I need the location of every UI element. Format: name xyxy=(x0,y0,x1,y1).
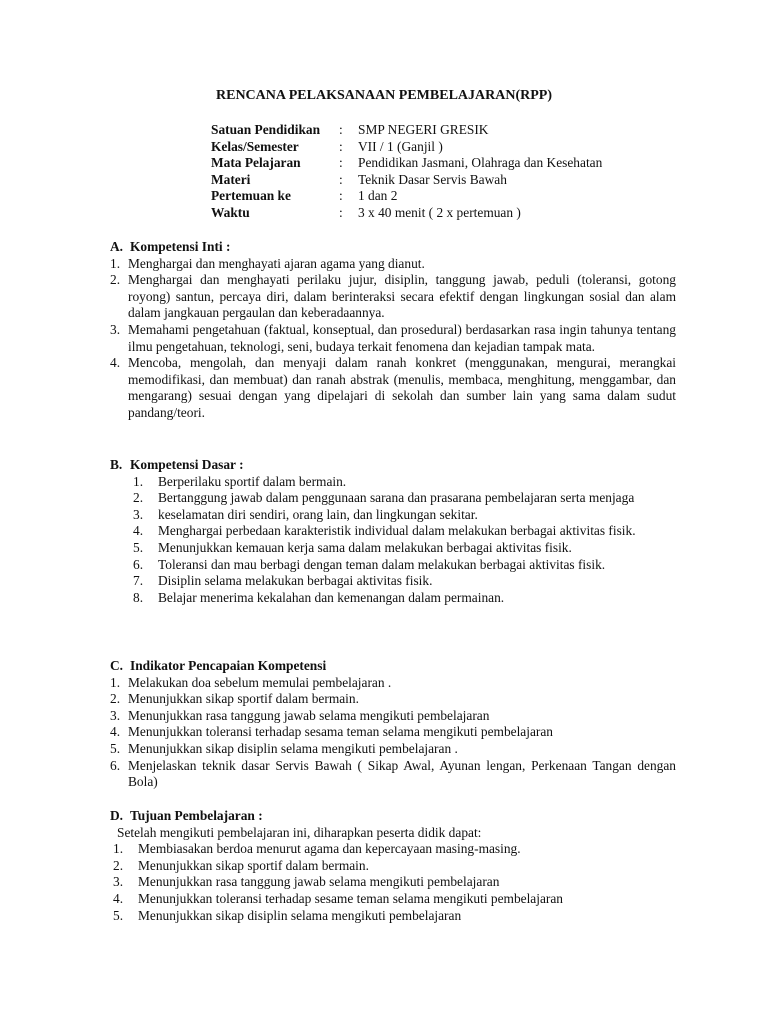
identity-value: Pendidikan Jasmani, Olahraga dan Kesehatan xyxy=(358,155,603,171)
identity-row xyxy=(211,205,602,222)
item-text: Menunjukkan sikap disiplin selama mengikuti pembelajaran xyxy=(138,907,462,923)
identity-row xyxy=(211,122,602,139)
item-text: keselamatan diri sendiri, orang lain, dan lingkungan sekitar. xyxy=(158,506,478,522)
item-number: 5. xyxy=(133,539,144,555)
identity-sep: : xyxy=(339,188,343,204)
identity-table xyxy=(211,122,602,222)
section-indikator xyxy=(110,658,676,791)
identity-row xyxy=(211,172,602,189)
item-text: Memahami pengetahuan (faktual, konseptual, dan prosedural) berdasarkan rasa ingin tahunya tentang ilmu pengetahuan, teknologi, seni, budaya terkait fenomena dan kejadian tampak mata. xyxy=(128,321,676,354)
identity-key: Kelas/Semester xyxy=(211,138,299,154)
item-text: Membiasakan berdoa menurut agama dan kepercayaan masing-masing. xyxy=(138,841,521,857)
section-heading xyxy=(110,239,676,256)
section-letter: D. xyxy=(110,808,124,823)
list-item xyxy=(110,708,676,725)
list-item xyxy=(110,891,676,908)
item-number: 8. xyxy=(133,589,144,605)
list-item xyxy=(130,590,676,607)
list-item xyxy=(110,741,676,758)
identity-sep: : xyxy=(339,171,343,187)
item-number: 4. xyxy=(110,355,121,371)
list-item xyxy=(130,557,676,574)
section-letter: C. xyxy=(110,658,124,673)
list-item xyxy=(110,256,676,273)
identity-sep: : xyxy=(339,122,343,137)
section-heading-text: Tujuan Pembelajaran : xyxy=(130,808,263,823)
section-heading xyxy=(110,808,676,825)
item-number: 3. xyxy=(110,707,121,723)
item-number: 3. xyxy=(113,874,124,890)
identity-key: Satuan Pendidikan xyxy=(211,122,321,137)
identity-value: VII / 1 (Ganjil ) xyxy=(358,138,443,154)
identity-sep: : xyxy=(339,138,343,154)
list-item xyxy=(130,540,676,557)
item-text: Menghargai dan menghayati perilaku jujur, disiplin, tanggung jawab, peduli (toleransi, gotong royong) santun, percaya diri, dalam berinteraksi secara efektif dengan lingkungan sosial dan alam dalam jangkauan pergaulan dan keberadaannya. xyxy=(128,272,676,321)
item-number: 3. xyxy=(110,321,121,337)
item-number: 2. xyxy=(110,272,121,288)
identity-sep: : xyxy=(339,155,343,171)
identity-key: Waktu xyxy=(211,204,250,220)
section-kompetensi-inti xyxy=(110,239,676,422)
identity-key: Mata Pelajaran xyxy=(211,155,301,171)
item-number: 5. xyxy=(110,740,121,756)
section-letter: A. xyxy=(110,239,124,254)
section-kompetensi-dasar xyxy=(110,457,676,606)
identity-value: Teknik Dasar Servis Bawah xyxy=(358,171,507,187)
list-item xyxy=(110,908,676,925)
list-item xyxy=(110,874,676,891)
identity-key: Pertemuan ke xyxy=(211,188,291,204)
list-item xyxy=(110,322,676,355)
list-item xyxy=(130,490,676,507)
item-text: Menunjukkan sikap disiplin selama mengikuti pembelajaran . xyxy=(128,740,458,756)
item-text: Menunjukkan sikap sportif dalam bermain. xyxy=(138,857,369,873)
item-text: Menghargai perbedaan karakteristik individual dalam melakukan berbagai aktivitas fisik. xyxy=(158,523,636,539)
list-item xyxy=(110,272,676,322)
list-item xyxy=(130,507,676,524)
item-number: 4. xyxy=(113,890,124,906)
item-text: Toleransi dan mau berbagi dengan teman dalam melakukan berbagai aktivitas fisik. xyxy=(158,556,606,572)
item-text: Menunjukkan kemauan kerja sama dalam melakukan berbagai aktivitas fisik. xyxy=(158,539,572,555)
item-text: Menunjukkan rasa tanggung jawab selama mengikuti pembelajaran xyxy=(128,707,490,723)
identity-row xyxy=(211,188,602,205)
item-number: 7. xyxy=(133,573,144,589)
identity-value: 3 x 40 menit ( 2 x pertemuan ) xyxy=(358,204,521,220)
identity-value: 1 dan 2 xyxy=(358,188,398,204)
section-intro: Setelah mengikuti pembelajaran ini, diharapkan peserta didik dapat: xyxy=(117,824,482,840)
section-tujuan xyxy=(110,808,676,924)
item-text: Menghargai dan menghayati ajaran agama yang dianut. xyxy=(128,255,425,271)
item-text: Disiplin selama melakukan berbagai aktivitas fisik. xyxy=(158,573,433,589)
item-number: 1. xyxy=(110,255,121,271)
item-text: Berperilaku sportif dalam bermain. xyxy=(158,473,347,489)
item-number: 6. xyxy=(110,757,121,773)
item-text: Bertanggung jawab dalam penggunaan sarana dan prasarana pembelajaran serta menjaga xyxy=(158,490,635,506)
item-number: 4. xyxy=(110,724,121,740)
item-text: Menunjukkan sikap sportif dalam bermain. xyxy=(128,691,359,707)
identity-value: SMP NEGERI GRESIK xyxy=(358,122,489,137)
list-item xyxy=(110,858,676,875)
list-item xyxy=(130,474,676,491)
list-item xyxy=(110,675,676,692)
item-text: Melakukan doa sebelum memulai pembelajaran . xyxy=(128,674,392,690)
item-text: Mencoba, mengolah, dan menyaji dalam ranah konkret (menggunakan, mengurai, merangkai memodifikasi, dan membuat) dan ranah abstrak (menulis, membaca, menghitung, menggambar, dan mengarang) sesuai dengan yang dipelajari di sekolah dan sumber lain yang sama dalam sudut pandang/teori. xyxy=(128,355,676,420)
identity-key: Materi xyxy=(211,171,251,187)
item-text: Menunjukkan toleransi terhadap sesame teman selama mengikuti pembelajaran xyxy=(138,890,564,906)
section-heading-text: Indikator Pencapaian Kompetensi xyxy=(130,658,327,673)
item-number: 4. xyxy=(133,523,144,539)
list-item xyxy=(110,841,676,858)
document-title: RENCANA PELAKSANAAN PEMBELAJARAN(RPP) xyxy=(216,88,552,103)
list-item xyxy=(130,573,676,590)
list-item xyxy=(110,724,676,741)
section-heading-text: Kompetensi Inti : xyxy=(130,239,231,254)
list-item xyxy=(110,758,676,791)
item-text: Menunjukkan toleransi terhadap sesama teman selama mengikuti pembelajaran xyxy=(128,724,554,740)
item-number: 3. xyxy=(133,506,144,522)
section-heading-text: Kompetensi Dasar : xyxy=(130,457,244,472)
item-number: 6. xyxy=(133,556,144,572)
identity-row xyxy=(211,155,602,172)
item-number: 2. xyxy=(113,857,124,873)
identity-row xyxy=(211,139,602,156)
identity-sep: : xyxy=(339,204,343,220)
list-item xyxy=(130,523,676,540)
item-number: 5. xyxy=(113,907,124,923)
kd-list xyxy=(110,474,676,607)
item-number: 1. xyxy=(113,841,124,857)
section-heading xyxy=(110,658,676,675)
section-heading xyxy=(110,457,676,474)
section-letter: B. xyxy=(110,457,123,472)
item-text: Belajar menerima kekalahan dan kemenangan dalam permainan. xyxy=(158,589,505,605)
item-number: 1. xyxy=(133,473,144,489)
item-text: Menunjukkan rasa tanggung jawab selama mengikuti pembelajaran xyxy=(138,874,500,890)
item-text: Menjelaskan teknik dasar Servis Bawah ( Sikap Awal, Ayunan lengan, Perkenaan Tangan dengan Bola) xyxy=(128,757,676,790)
list-item xyxy=(110,355,676,421)
item-number: 2. xyxy=(110,691,121,707)
list-item xyxy=(110,691,676,708)
item-number: 1. xyxy=(110,674,121,690)
item-number: 2. xyxy=(133,490,144,506)
